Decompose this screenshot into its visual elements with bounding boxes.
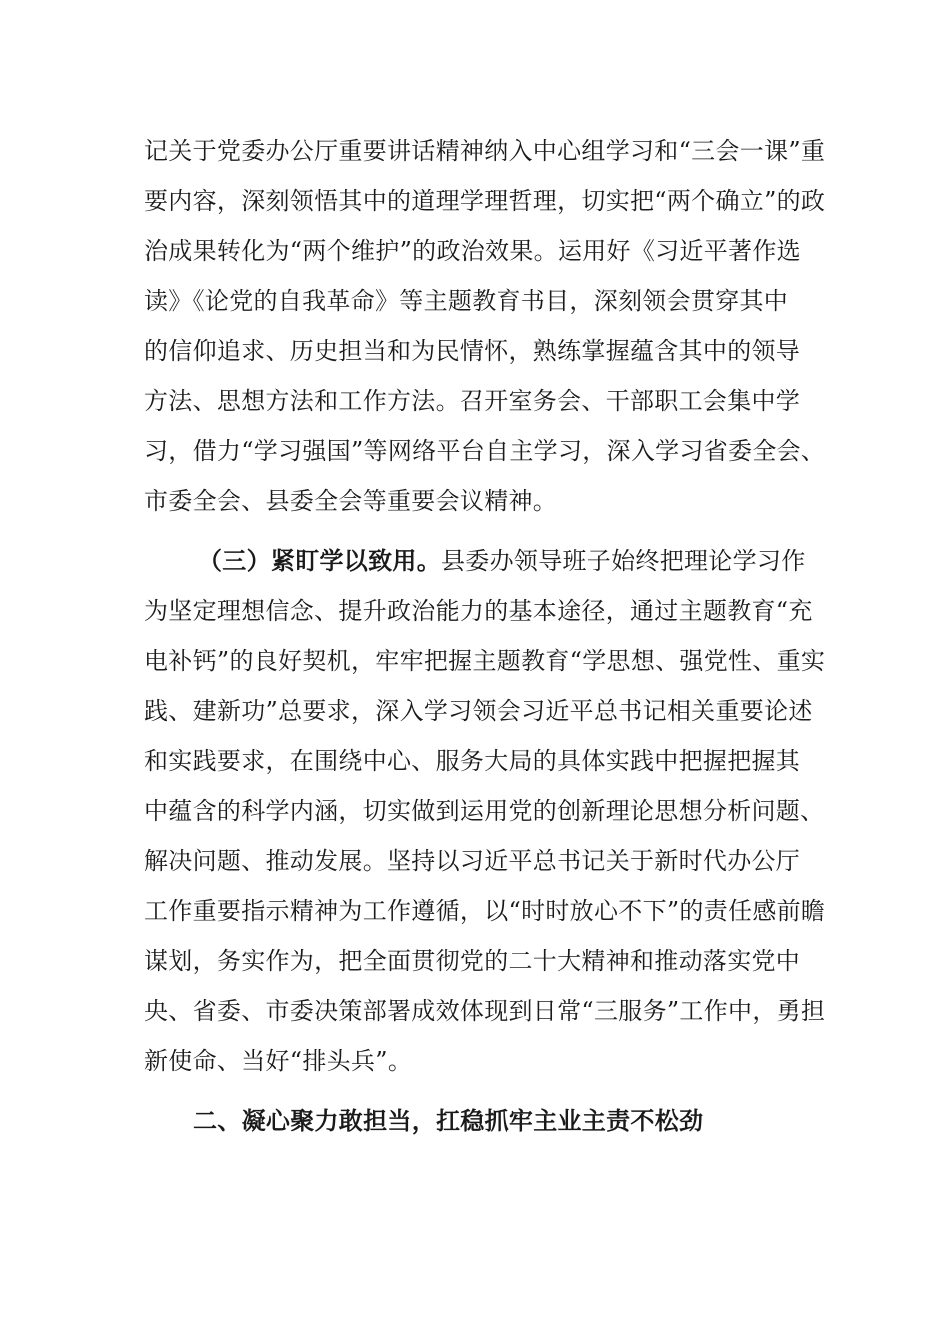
paragraph-line: 电补钙”的良好契机，牢牢把握主题教育“学思想、强党性、重实 <box>144 647 826 675</box>
paragraph-line: 市委全会、县委全会等重要会议精神。 <box>144 487 558 515</box>
paragraph-line: 工作重要指示精神为工作遵循，以“时时放心不下”的责任感前瞻 <box>144 897 826 925</box>
subsection-title: （三）紧盯学以致用。 <box>198 546 441 575</box>
paragraph-line: 读》《论党的自我革命》等主题教育书目，深刻领会贯穿其中 <box>144 287 789 315</box>
paragraph-line: 解决问题、推动发展。坚持以习近平总书记关于新时代办公厅 <box>144 847 801 875</box>
paragraph-line: 为坚定理想信念、提升政治能力的基本途径，通过主题教育“充 <box>144 597 813 625</box>
paragraph-line: 治成果转化为“两个维护”的政治效果。运用好《习近平著作选 <box>144 237 801 265</box>
paragraph-line: 习，借力“学习强国”等网络平台自主学习，深入学习省委全会、 <box>144 437 826 465</box>
paragraph-line: 中蕴含的科学内涵，切实做到运用党的创新理论思想分析问题、 <box>144 797 825 825</box>
paragraph-line: 方法、思想方法和工作方法。召开室务会、干部职工会集中学 <box>144 387 801 415</box>
paragraph-text: 县委办领导班子始终把理论学习作 <box>441 547 806 575</box>
paragraph-line: 谋划，务实作为，把全面贯彻党的二十大精神和推动落实党中 <box>144 947 801 975</box>
paragraph-line: 记关于党委办公厅重要讲话精神纳入中心组学习和“三会一课”重 <box>144 137 826 165</box>
paragraph-line: 要内容，深刻领悟其中的道理学理哲理，切实把“两个确立”的政 <box>144 187 826 215</box>
paragraph-line: 践、建新功”总要求，深入学习领会习近平总书记相关重要论述 <box>144 697 813 725</box>
paragraph-first-line <box>198 546 806 576</box>
paragraph-line: 央、省委、市委决策部署成效体现到日常“三服务”工作中，勇担 <box>144 997 826 1025</box>
paragraph-line: 和实践要求，在围绕中心、服务大局的具体实践中把握把握其 <box>144 747 801 775</box>
section-heading: 二、凝心聚力敢担当，扛稳抓牢主业主责不松劲 <box>193 1106 704 1135</box>
paragraph-line: 的信仰追求、历史担当和为民情怀，熟练掌握蕴含其中的领导 <box>144 337 801 365</box>
paragraph-line: 新使命、当好“排头兵”。 <box>144 1047 413 1075</box>
